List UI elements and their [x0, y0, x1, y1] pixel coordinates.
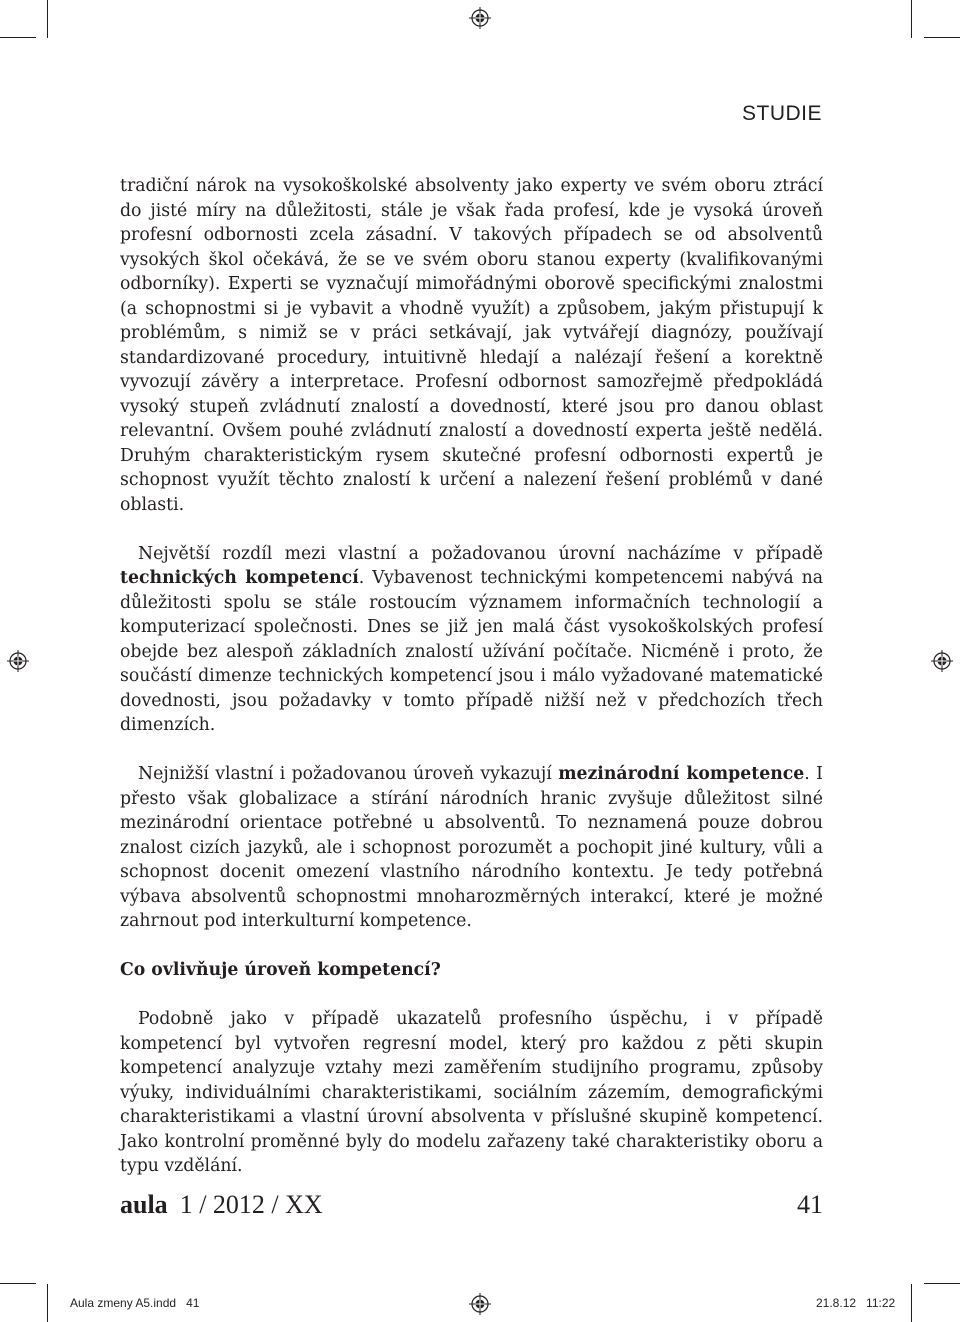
section-label: STUDIE: [741, 102, 822, 125]
paragraph-text: . I přesto však globalizace a stírání národních hranic zvyšuje důležitost silné mezinárodní orientace potřebné u absolventů. To neznamená pouze dobrou znalost cizích jazyků, ale i schopnost porozumět a pochopit jiné kultury, vůli a schopnost docenit omezení vlastního národního kontextu. Je tedy potřebná výbava absolventů schopnostmi mnoharozměrných interakcí, které je možné zahrnout pod interkulturní kompetence.: [120, 764, 824, 931]
registration-mark-top-icon: [469, 7, 491, 29]
page-number: 41: [797, 1190, 823, 1219]
slug-date-time: 21.8.12 11:22: [816, 1296, 896, 1310]
crop-mark-top-left-h: [0, 37, 36, 38]
paragraph-experts: tradiční nárok na vysokoškolské absolventy jako experty ve svém oboru ztrácí do jisté míry na důležitosti, stále je však řada profesí, kde je vysoká úroveň profesní odbornosti zcela zásadní. V takových případech se od absolventů vysokých škol očekává, že se ve svém oboru stanou experty (kvalifikovanými odborníky). Experti se vyznačují mimořádnými oborově specifickými znalostmi (a schopnostmi si je vybavit a vhodně využít) a způsobem, jakým přistupují k problémům, s nimiž se v práci setkávají, jak vytvářejí diagnózy, používají standardizované procedury, intuitivně hledají a nalézají řešení a korektně vyvozují závěry a interpretace. Profesní odbornost samozřejmě předpokládá vysoký stupeň zvládnutí znalostí a dovedností, které jsou pro danou oblast relevantní. Ovšem pouhé zvládnutí znalostí a dovedností experta ještě nedělá. Druhým charakteristickým rysem skutečné profesní odbornosti expertů je schopnost využít těchto znalostí k určení a nalezení řešení problémů v dané oblasti.: [120, 176, 823, 515]
article-body: [120, 174, 823, 1179]
paragraph-international-competences: [120, 762, 823, 934]
crop-mark-top-right: [911, 0, 912, 38]
registration-mark-bottom-icon: [469, 1293, 491, 1315]
journal-name: aula: [120, 1190, 168, 1219]
paragraph-regression-model: Podobně jako v případě ukazatelů profesního úspěchu, i v případě kompetencí byl vytvořen regresní model, který pro každou z pěti skupin kompetencí analyzuje vztahy mezi zaměřením studijního programu, způsoby výuky, individuálními charakteristikami, sociálním zázemím, demografickými charakteristikami a vlastní úrovní absolventa v příslušné skupině kompetencí. Jako kontrolní proměnné byly do modelu zařazeny také charakteristiky oboru a typu vzdělání.: [120, 1009, 823, 1176]
emphasis-technical-competences: technických kompetencí: [120, 568, 359, 588]
crop-mark-bottom-left-h: [0, 1283, 36, 1284]
registration-mark-right-icon: [931, 650, 953, 672]
crop-mark-bottom-right: [911, 1284, 912, 1322]
paragraph-text: Nejnižší vlastní i požadovanou úroveň vykazují: [138, 764, 559, 784]
crop-mark-bottom-right-h: [924, 1283, 960, 1284]
slug-file-name: Aula zmeny A5.indd 41: [70, 1296, 200, 1310]
page-footer: [120, 1190, 823, 1224]
paragraph-text: Největší rozdíl mezi vlastní a požadovanou úrovní nacházíme v případě: [138, 543, 823, 564]
registration-mark-left-icon: [7, 650, 29, 672]
emphasis-international-competences: mezinárodní kompetence: [558, 764, 805, 784]
issue-number: 1 / 2012 / XX: [179, 1190, 323, 1219]
crop-mark-top-left: [47, 0, 48, 38]
section-heading: Co ovlivňuje úroveň kompetencí?: [120, 960, 441, 980]
paragraph-text: . Vybavenost technickými kompetencemi nabývá na důležitosti spolu se stále rostoucím významem informačních technologií a komputerizací společnosti. Dnes se již jen malá část vysokoškolských profesí obejde bez alespoň základních znalostí užívání počítače. Nicméně i proto, že součástí dimenze technických kompetencí jsou i málo vyžadované matematické dovednosti, jsou požadavky v tomto případě nižší než v předchozích třech dimenzích.: [120, 568, 823, 735]
crop-mark-bottom-left: [47, 1284, 48, 1322]
crop-mark-top-right-h: [924, 37, 960, 38]
paragraph-technical-competences: [120, 542, 823, 738]
